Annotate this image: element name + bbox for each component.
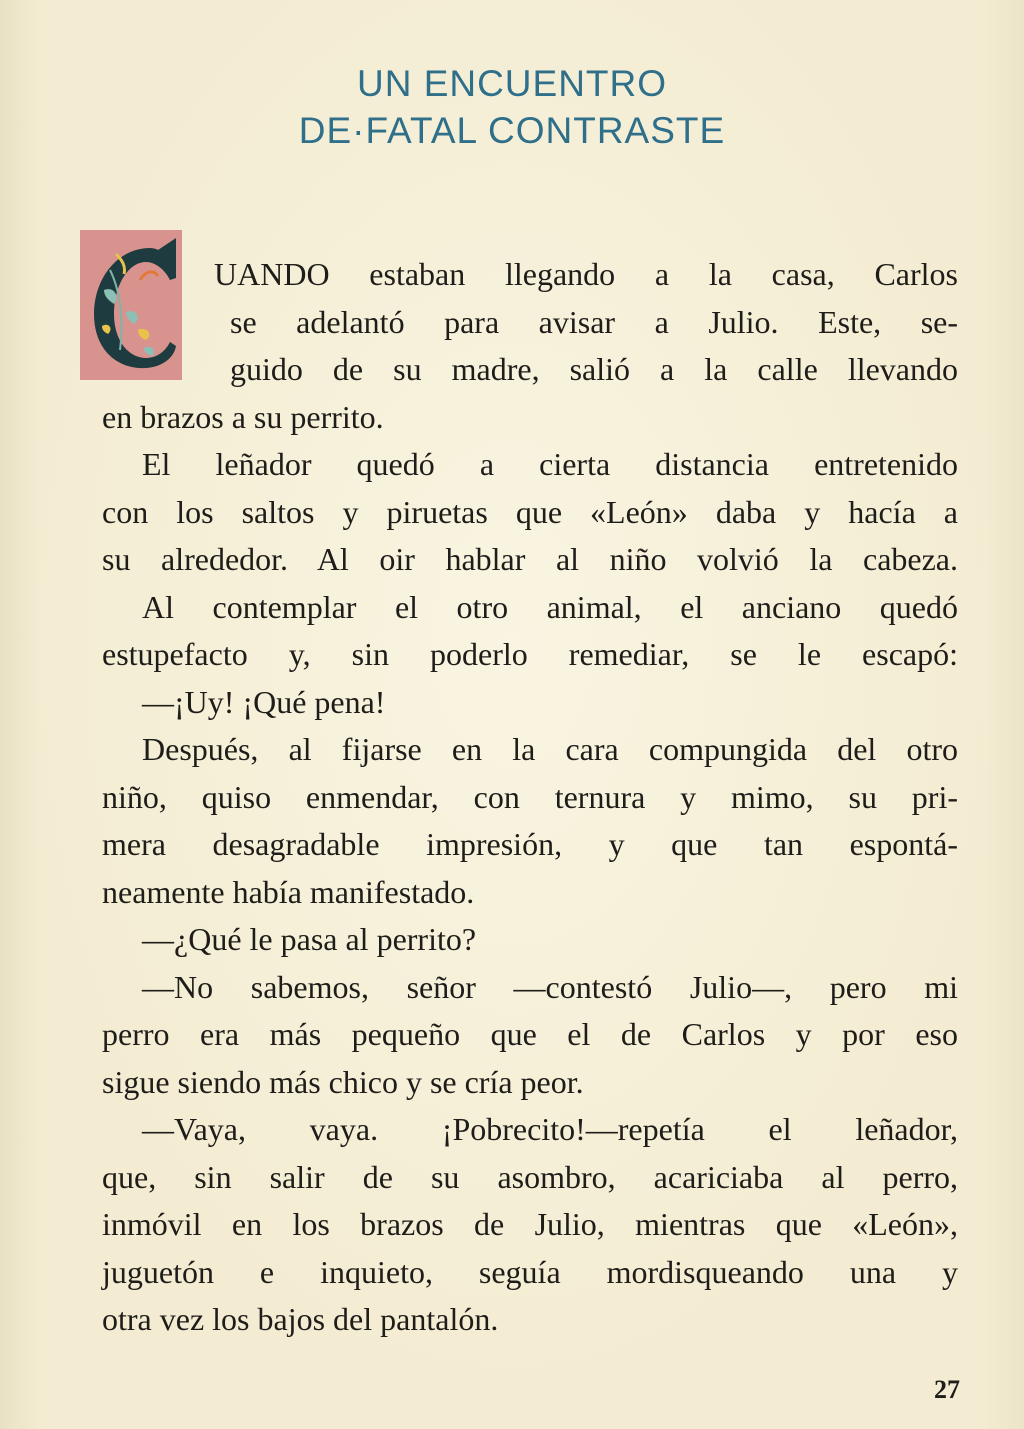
text-line: El leñador quedó a cierta distancia entretenido xyxy=(142,446,958,482)
text-line: neamente había manifestado. xyxy=(102,873,475,910)
page-number: 27 xyxy=(934,1375,960,1404)
text-line: que, sin salir de su asombro, acariciaba al perro, xyxy=(102,1158,958,1195)
chapter-title-line-2: DE·FATAL CONTRASTE xyxy=(298,110,726,151)
chapter-title-line-1: UN ENCUENTRO xyxy=(356,63,668,104)
text-line: su alrededor. Al oir hablar al niño volvió la cabeza. xyxy=(102,541,958,577)
text-line: estupefacto y, sin poderlo remediar, se le escapó: xyxy=(102,636,958,672)
text-line: guido de su madre, salió a la calle llevando xyxy=(230,351,958,387)
text-line: UANDO estaban llegando a la casa, Carlos xyxy=(214,256,958,292)
text-line: inmóvil en los brazos de Julio, mientras que «León», xyxy=(102,1206,958,1242)
text-line: perro era más pequeño que el de Carlos y por eso xyxy=(102,1016,958,1052)
text-line: en brazos a su perrito. xyxy=(102,398,384,435)
text-line: —No sabemos, señor —contestó Julio—, pero mi xyxy=(142,968,958,1005)
text-line: sigue siendo más chico y se cría peor. xyxy=(102,1063,584,1100)
text-line: mera desagradable impresión, y que tan espontá- xyxy=(102,826,958,862)
text-line: juguetón e inquieto, seguía mordisqueando una y xyxy=(102,1253,958,1290)
text-line: niño, quiso enmendar, con ternura y mimo, su pri- xyxy=(102,778,958,815)
text-line: otra vez los bajos del pantalón. xyxy=(102,1301,499,1337)
text-line: con los saltos y piruetas que «León» daba y hacía a xyxy=(102,493,958,530)
text-line: —Vaya, vaya. ¡Pobrecito!—repetía el leñador, xyxy=(142,1111,958,1147)
text-line: se adelantó para avisar a Julio. Este, se- xyxy=(230,303,958,340)
text-line: Después, al fijarse en la cara compungida del otro xyxy=(142,731,958,767)
text-line: —¡Uy! ¡Qué pena! xyxy=(142,683,386,720)
text-line: —¿Qué le pasa al perrito? xyxy=(142,921,477,957)
text-line: Al contemplar el otro animal, el anciano quedó xyxy=(142,588,958,625)
body-paragraphs xyxy=(102,251,958,1344)
